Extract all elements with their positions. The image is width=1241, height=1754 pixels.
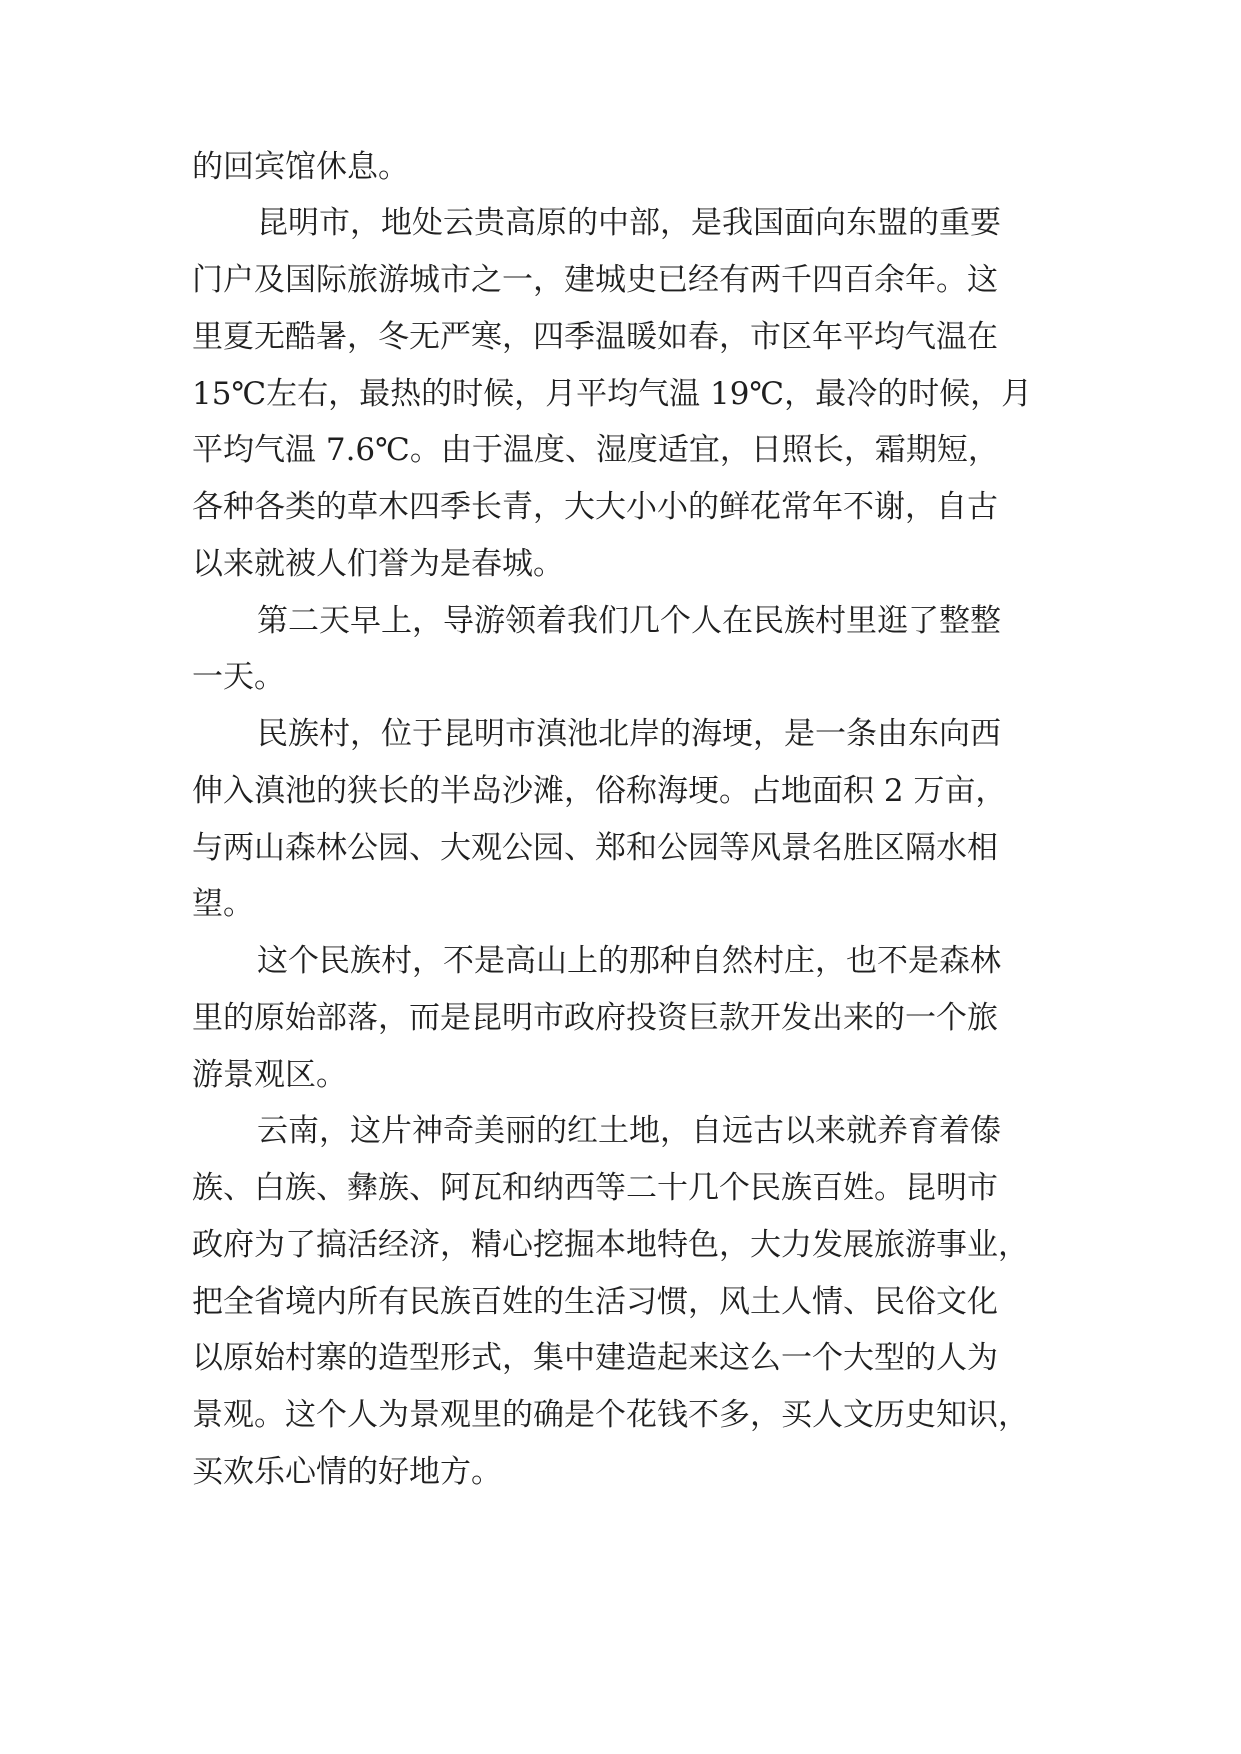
text-line: 门户及国际旅游城市之一，建城史已经有两千四百余年。这 bbox=[192, 262, 998, 298]
text-line: 一天。 bbox=[192, 659, 285, 695]
text-line: 昆明市，地处云贵高原的中部，是我国面向东盟的重要 bbox=[257, 205, 1001, 241]
text-line: 15℃左右，最热的时候，月平均气温 19℃，最冷的时候，月 bbox=[192, 376, 1033, 412]
text-line: 第二天早上，导游领着我们几个人在民族村里逛了整整 bbox=[257, 603, 1001, 639]
text-line: 云南，这片神奇美丽的红土地，自远古以来就养育着傣 bbox=[257, 1113, 1001, 1149]
text-line: 族、白族、彝族、阿瓦和纳西等二十几个民族百姓。昆明市 bbox=[192, 1170, 998, 1206]
text-line: 以原始村寨的造型形式，集中建造起来这么一个大型的人为 bbox=[192, 1340, 998, 1376]
text-line: 里的原始部落，而是昆明市政府投资巨款开发出来的一个旅 bbox=[192, 1000, 998, 1036]
text-line: 这个民族村，不是高山上的那种自然村庄，也不是森林 bbox=[257, 943, 1001, 979]
text-line: 里夏无酷暑，冬无严寒，四季温暖如春，市区年平均气温在 bbox=[192, 319, 998, 355]
text-line: 与两山森林公园、大观公园、郑和公园等风景名胜区隔水相 bbox=[192, 830, 998, 866]
text-line: 把全省境内所有民族百姓的生活习惯，风土人情、民俗文化 bbox=[192, 1284, 998, 1320]
text-line: 游景观区。 bbox=[192, 1057, 347, 1093]
text-line: 望。 bbox=[192, 886, 254, 922]
text-line: 景观。这个人为景观里的确是个花钱不多，买人文历史知识， bbox=[192, 1397, 1029, 1433]
text-line: 政府为了搞活经济，精心挖掘本地特色，大力发展旅游事业， bbox=[192, 1227, 1029, 1263]
text-line: 伸入滇池的狭长的半岛沙滩，俗称海埂。占地面积 2 万亩， bbox=[192, 773, 1007, 809]
text-line: 各种各类的草木四季长青，大大小小的鲜花常年不谢，自古 bbox=[192, 489, 998, 525]
text-line: 以来就被人们誉为是春城。 bbox=[192, 546, 564, 582]
text-line: 的回宾馆休息。 bbox=[192, 149, 409, 185]
text-line: 民族村，位于昆明市滇池北岸的海埂，是一条由东向西 bbox=[257, 716, 1001, 752]
text-line: 买欢乐心情的好地方。 bbox=[192, 1454, 502, 1490]
text-line: 平均气温 7.6℃。由于温度、湿度适宜，日照长，霜期短， bbox=[192, 432, 999, 468]
